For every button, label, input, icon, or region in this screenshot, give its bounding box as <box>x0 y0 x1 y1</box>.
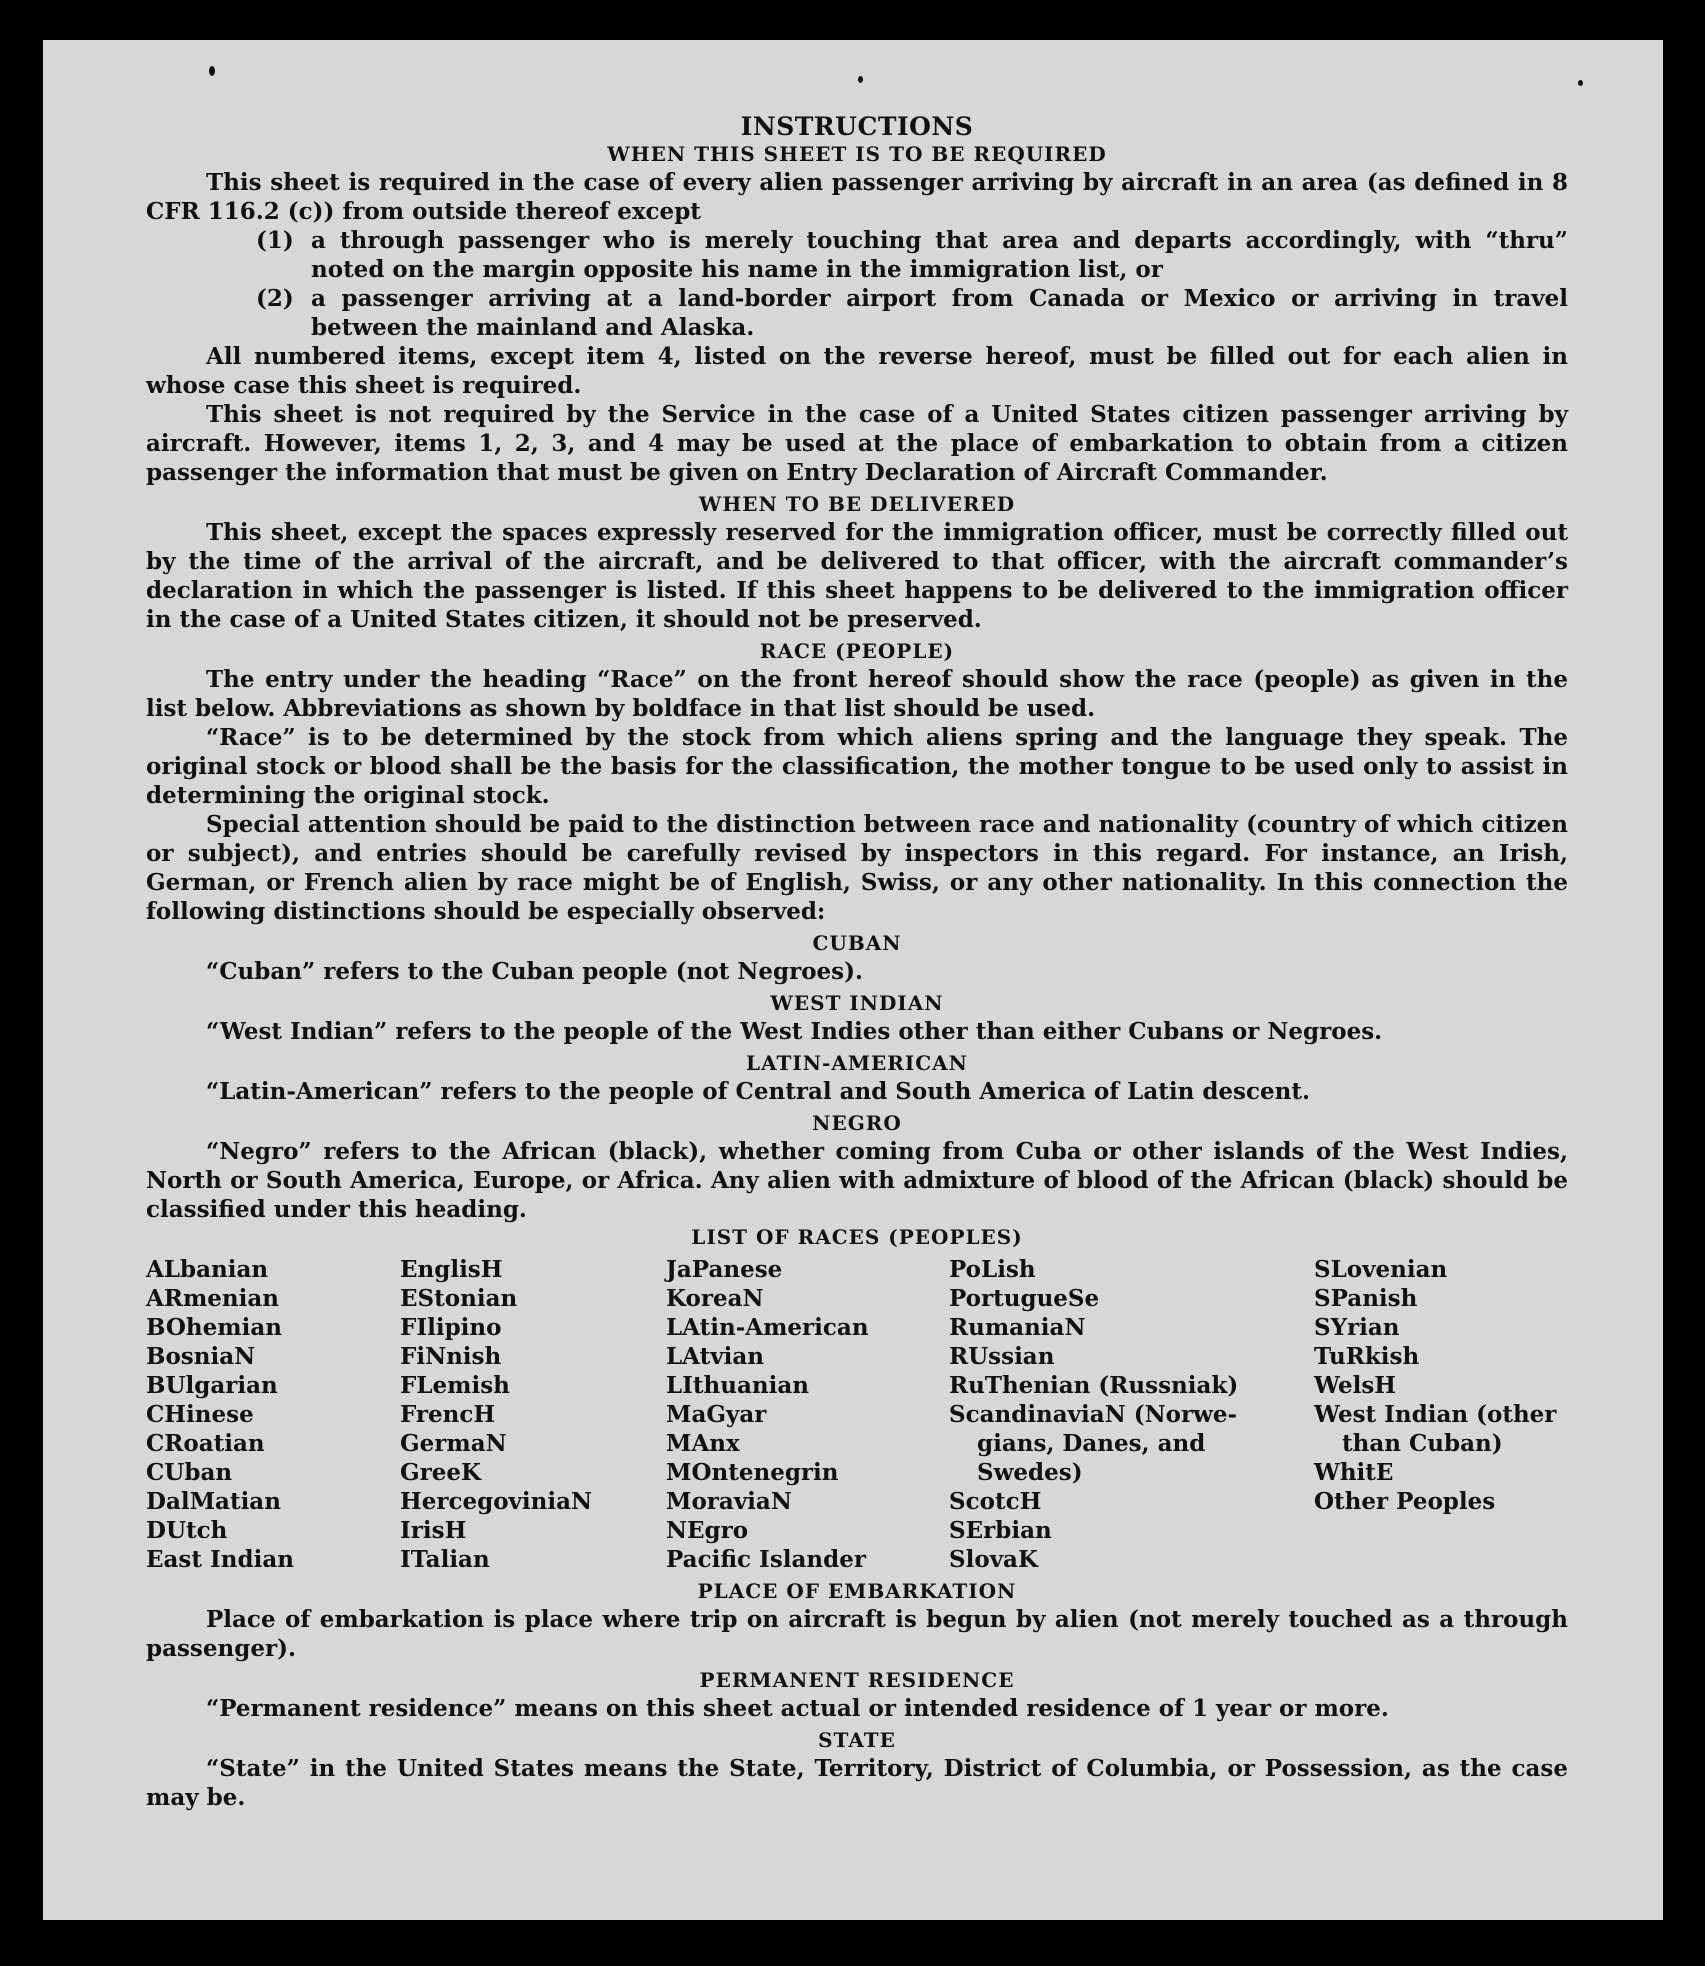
races-column-5 <box>1314 1255 1568 1574</box>
race-entry: ScotcH <box>949 1488 1042 1515</box>
race-entry: MOntenegrin <box>666 1459 839 1486</box>
races-column-4 <box>949 1255 1314 1574</box>
race-entry: PortugueSe <box>949 1285 1100 1312</box>
race-entry: MaGyar <box>666 1401 767 1428</box>
item-number: (2) <box>256 285 294 312</box>
race-entry: WelsH <box>1314 1372 1397 1399</box>
race-entry: EStonian <box>400 1285 518 1312</box>
heading-place-of-embarkation: PLACE OF EMBARKATION <box>697 1579 1017 1603</box>
race-entry: BosniaN <box>146 1343 256 1370</box>
heading-list-of-races: LIST OF RACES (PEOPLES) <box>691 1225 1023 1249</box>
race-entry: MoraviaN <box>666 1488 792 1515</box>
paragraph: “Latin-American” refers to the people of Central and South America of Latin descent. <box>206 1078 1310 1105</box>
race-entry: BUlgarian <box>146 1372 278 1399</box>
paragraph: “Permanent residence” means on this sheet actual or intended residence of 1 year or more. <box>206 1695 1389 1722</box>
race-entry-continued: than Cuban) <box>1342 1430 1503 1457</box>
race-entry: ScandinaviaN (Norwe- <box>949 1401 1238 1428</box>
race-entry: JaPanese <box>666 1256 783 1283</box>
paragraph: This sheet is not required by the Service in the case of a United States citizen passenger arriving by aircraft. However, items 1, 2, 3, and 4 may be used at the place of embarkation to obtain from a citizen passenger the information that must be given on Entry Declaration of Aircraft Commander. <box>146 401 1568 486</box>
race-entry-continued: gians, Danes, and <box>977 1430 1206 1457</box>
race-entry: PoLish <box>949 1256 1036 1283</box>
race-entry: East Indian <box>146 1546 294 1573</box>
heading-negro: NEGRO <box>812 1111 902 1135</box>
paragraph: “West Indian” refers to the people of the West Indies other than either Cubans or Negroes. <box>206 1018 1383 1045</box>
race-entry: LAtvian <box>666 1343 764 1370</box>
race-entry: KoreaN <box>666 1285 764 1312</box>
race-entry: CUban <box>146 1459 233 1486</box>
race-entry: GermaN <box>400 1430 507 1457</box>
race-entry: FLemish <box>400 1372 510 1399</box>
race-entry: RUssian <box>949 1343 1055 1370</box>
race-entry: SYrian <box>1314 1314 1400 1341</box>
heading-west-indian: WEST INDIAN <box>770 991 944 1015</box>
race-entry: DUtch <box>146 1517 228 1544</box>
list-item <box>256 226 1568 284</box>
paragraph: “Cuban” refers to the Cuban people (not Negroes). <box>206 958 864 985</box>
paragraph: This sheet is required in the case of every alien passenger arriving by aircraft in an area (as defined in 8 CFR 116.2 (c)) from outside thereof except <box>146 169 1568 225</box>
paragraph: “Negro” refers to the African (black), whether coming from Cuba or other islands of the West Indies, North or South America, Europe, or Africa. Any alien with admixture of blood of the African (black) should be classified under this heading. <box>146 1138 1568 1223</box>
race-entry: Other Peoples <box>1314 1488 1496 1515</box>
paragraph: “Race” is to be determined by the stock from which aliens spring and the language they speak. The original stock or blood shall be the basis for the classification, the mother tongue to be used only to assist in determining the original stock. <box>146 724 1568 809</box>
punch-hole-mark <box>858 76 863 83</box>
race-entry: RumaniaN <box>949 1314 1086 1341</box>
race-entry: CHinese <box>146 1401 254 1428</box>
race-entry: TuRkish <box>1314 1343 1420 1370</box>
race-entry: CRoatian <box>146 1430 265 1457</box>
heading-cuban: CUBAN <box>812 931 902 955</box>
race-entry: West Indian (other <box>1314 1401 1557 1428</box>
race-entry: FrencH <box>400 1401 496 1428</box>
race-entry: LIthuanian <box>666 1372 809 1399</box>
races-column-3 <box>666 1255 949 1574</box>
document-page <box>43 40 1663 1920</box>
race-entry: SlovaK <box>949 1546 1038 1573</box>
race-entry: ARmenian <box>146 1285 280 1312</box>
paragraph: This sheet, except the spaces expressly reserved for the immigration officer, must be correctly filled out by the time of the arrival of the aircraft, and be delivered to that officer, with the aircraft commander’s declaration in which the passenger is listed. If this sheet happens to be delivered to the immigration officer in the case of a United States citizen, it should not be preserved. <box>146 519 1568 633</box>
races-column-1 <box>146 1255 400 1574</box>
heading-when-delivered: WHEN TO BE DELIVERED <box>698 492 1016 516</box>
race-entry: FiNnish <box>400 1343 502 1370</box>
race-entry: LAtin-American <box>666 1314 869 1341</box>
item-number: (1) <box>256 227 294 254</box>
item-text: a passenger arriving at a land-border airport from Canada or Mexico or arriving in travel between the mainland and Alaska. <box>311 285 1568 341</box>
instructions-text <box>146 112 1568 1812</box>
race-entry: Pacific Islander <box>666 1546 866 1573</box>
race-entry: ALbanian <box>146 1256 269 1283</box>
race-entry: HercegoviniaN <box>400 1488 593 1515</box>
item-text: a through passenger who is merely touching that area and departs accordingly, with “thru” noted on the margin opposite his name in the immigration list, or <box>311 227 1568 283</box>
heading-latin-american: LATIN-AMERICAN <box>746 1051 968 1075</box>
list-item <box>256 284 1568 342</box>
race-entry: EnglisH <box>400 1256 503 1283</box>
heading-race: RACE (PEOPLE) <box>759 639 955 663</box>
paragraph: Place of embarkation is place where trip on aircraft is begun by alien (not merely touched as a through passenger). <box>146 1606 1568 1662</box>
punch-hole-mark <box>209 66 215 76</box>
race-entry: WhitE <box>1314 1459 1394 1486</box>
heading-state: STATE <box>818 1728 896 1752</box>
heading-permanent-residence: PERMANENT RESIDENCE <box>699 1668 1015 1692</box>
race-entry: SLovenian <box>1314 1256 1448 1283</box>
paragraph: Special attention should be paid to the distinction between race and nationality (country of which citizen or subject), and entries should be carefully revised by inspectors in this regard. For instance, an Irish, German, or French alien by race might be of English, Swiss, or any other nationality. In this connection the following distinctions should be especially observed: <box>146 811 1568 925</box>
paragraph: The entry under the heading “Race” on the front hereof should show the race (people) as given in the list below. Abbreviations as shown by boldface in that list should be used. <box>146 666 1568 722</box>
races-list <box>146 1255 1568 1574</box>
race-entry: ITalian <box>400 1546 490 1573</box>
race-entry: FIlipino <box>400 1314 502 1341</box>
race-entry: MAnx <box>666 1430 740 1457</box>
race-entry: SErbian <box>949 1517 1052 1544</box>
race-entry: IrisH <box>400 1517 467 1544</box>
page-title: INSTRUCTIONS <box>740 112 974 141</box>
race-entry: SPanish <box>1314 1285 1418 1312</box>
races-column-2 <box>400 1255 666 1574</box>
heading-when-required: WHEN THIS SHEET IS TO BE REQUIRED <box>607 142 1107 166</box>
race-entry: GreeK <box>400 1459 482 1486</box>
race-entry: RuThenian (Russniak) <box>949 1372 1239 1399</box>
race-entry: BOhemian <box>146 1314 282 1341</box>
paragraph: “State” in the United States means the State, Territory, District of Columbia, or Possession, as the case may be. <box>146 1755 1568 1811</box>
punch-hole-mark <box>1578 80 1583 86</box>
race-entry-continued: Swedes) <box>977 1459 1083 1486</box>
race-entry: NEgro <box>666 1517 749 1544</box>
paragraph: All numbered items, except item 4, listed on the reverse hereof, must be filled out for each alien in whose case this sheet is required. <box>146 343 1568 399</box>
race-entry: DalMatian <box>146 1488 281 1515</box>
